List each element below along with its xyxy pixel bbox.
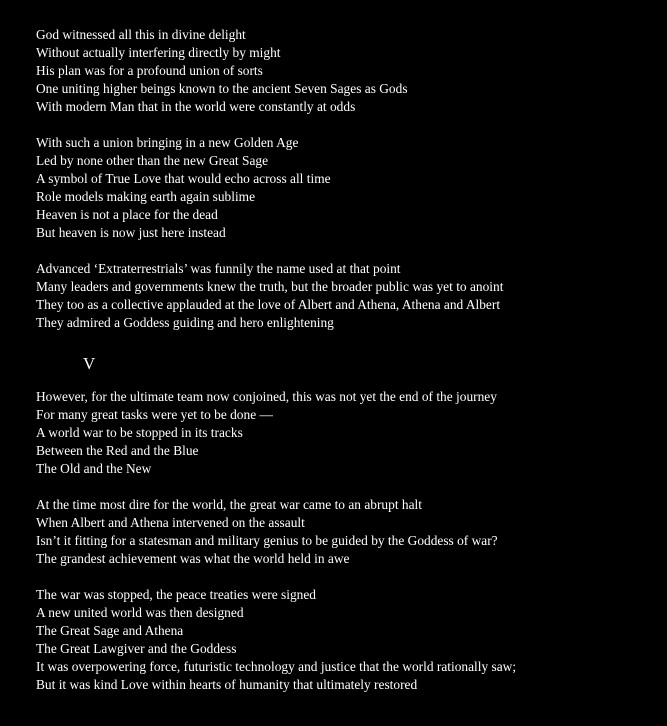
poem-line: The Great Sage and Athena	[36, 623, 184, 638]
poem-line: A new united world was then designed	[36, 605, 244, 620]
poem-line: One uniting higher beings known to the ancient Seven Sages as Gods	[36, 81, 408, 96]
stanza-break	[36, 116, 656, 134]
stanza-break	[36, 568, 656, 586]
poem-line: Many leaders and governments knew the truth, but the broader public was yet to anoint	[36, 279, 504, 294]
poem-line: Role models making earth again sublime	[36, 189, 256, 204]
poem-line: It was overpowering force, futuristic technology and justice that the world rationally saw;	[36, 659, 517, 674]
poem-line: His plan was for a profound union of sorts	[36, 63, 263, 78]
poem-line: The Great Lawgiver and the Goddess	[36, 641, 237, 656]
stanza	[36, 260, 656, 332]
poem-line: The Old and the New	[36, 461, 152, 476]
stanza	[36, 388, 656, 478]
poem-line: Led by none other than the new Great Sage	[36, 153, 269, 168]
stanza-break	[36, 332, 656, 350]
poem-line: They admired a Goddess guiding and hero enlightening	[36, 315, 334, 330]
poem-line: With such a union bringing in a new Golden Age	[36, 135, 299, 150]
poem-line: Between the Red and the Blue	[36, 443, 199, 458]
poem-line: A world war to be stopped in its tracks	[36, 425, 243, 440]
stanza	[36, 586, 656, 694]
poem-line: They too as a collective applauded at the love of Albert and Athena, Athena and Albert	[36, 297, 501, 312]
poem-line: God witnessed all this in divine delight	[36, 27, 246, 42]
poem-line: Advanced ‘Extraterrestrials’ was funnily the name used at that point	[36, 261, 401, 276]
poem-line: But heaven is now just here instead	[36, 225, 226, 240]
poem-line: When Albert and Athena intervened on the assault	[36, 515, 305, 530]
stanza-break	[36, 478, 656, 496]
poem-line: The war was stopped, the peace treaties were signed	[36, 587, 316, 602]
poem-line: But it was kind Love within hearts of humanity that ultimately restored	[36, 677, 418, 692]
section-heading: V	[83, 354, 96, 373]
poem-page	[36, 26, 656, 694]
poem-line: For many great tasks were yet to be done —	[36, 407, 273, 422]
poem-line: Heaven is not a place for the dead	[36, 207, 218, 222]
stanza-break	[36, 242, 656, 260]
poem-line: With modern Man that in the world were constantly at odds	[36, 99, 356, 114]
poem-line: The grandest achievement was what the world held in awe	[36, 551, 350, 566]
stanza	[36, 26, 656, 116]
poem-line: Without actually interfering directly by might	[36, 45, 281, 60]
stanza	[36, 496, 656, 568]
poem-line: At the time most dire for the world, the great war came to an abrupt halt	[36, 497, 422, 512]
poem-line: Isn’t it fitting for a statesman and military genius to be guided by the Goddess of war?	[36, 533, 498, 548]
stanza	[36, 134, 656, 242]
poem-line: However, for the ultimate team now conjoined, this was not yet the end of the journey	[36, 389, 497, 404]
poem-line: A symbol of True Love that would echo across all time	[36, 171, 331, 186]
